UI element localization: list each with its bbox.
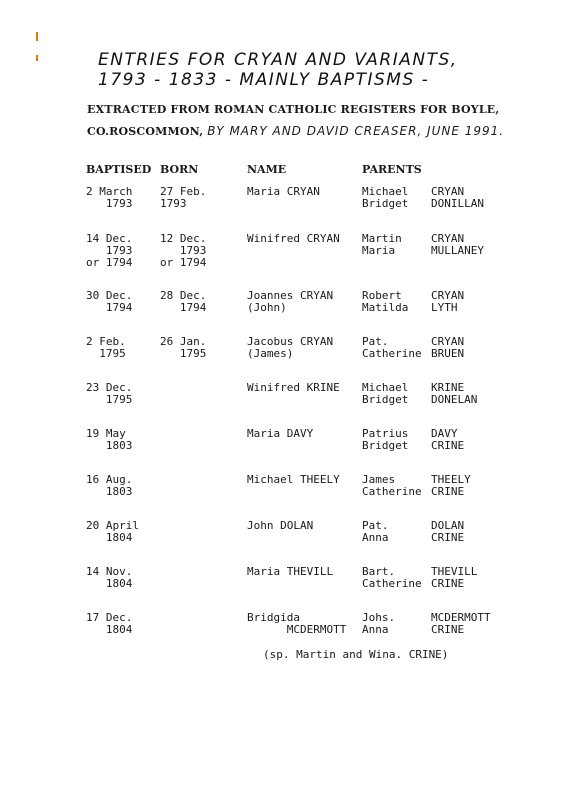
entry-name: John DOLAN [247, 519, 314, 532]
entry-born: 1793 [160, 197, 187, 210]
source-line-2 [87, 124, 504, 138]
entry-name: Maria CRYAN [247, 185, 320, 198]
entry-parent-last: CRINE [431, 439, 465, 452]
entry-parent-last: MCDERMOTT [431, 611, 491, 624]
entry-baptised: 14 Nov. [86, 565, 133, 578]
entry-name: Winifred KRINE [247, 381, 340, 394]
entry-parent-last: DONILLAN [431, 197, 484, 210]
header-baptised: BAPTISED [86, 163, 152, 176]
entry-parent-first: Johs. [362, 611, 396, 624]
sponsor-note: (sp. Martin and Wina. CRINE) [263, 648, 449, 661]
source-county: CO.ROSCOMMON, [87, 125, 204, 138]
entry-name: Bridgida [247, 611, 300, 624]
entry-parent-last: CRYAN [431, 185, 465, 198]
entry-name: Joannes CRYAN [247, 289, 334, 302]
entry-baptised: 1803 [86, 439, 133, 452]
entry-born: 26 Jan. [160, 335, 207, 348]
handwritten-credit: BY MARY AND DAVID CREASER, JUNE 1991. [207, 124, 505, 138]
entry-name: Michael THEELY [247, 473, 340, 486]
entry-born: or 1794 [160, 256, 207, 269]
source-line: EXTRACTED FROM ROMAN CATHOLIC REGISTERS FOR BOYLE, [87, 103, 500, 116]
entry-parent-last: THEVILL [431, 565, 478, 578]
entry-baptised: 16 Aug. [86, 473, 133, 486]
entry-parent-first: Patrius [362, 427, 409, 440]
entry-baptised: 1804 [86, 531, 133, 544]
entry-parent-first: Catherine [362, 485, 422, 498]
entry-parent-last: KRINE [431, 381, 465, 394]
entry-parent-last: CRYAN [431, 335, 465, 348]
entry-parent-first: Michael [362, 381, 409, 394]
entry-baptised: 1795 [86, 393, 133, 406]
entry-baptised: 1793 [86, 197, 133, 210]
entry-parent-first: Catherine [362, 577, 422, 590]
entry-born: 1795 [160, 347, 207, 360]
entry-parent-first: Martin [362, 232, 402, 245]
entry-parent-first: Maria [362, 244, 396, 257]
entry-parent-first: Anna [362, 623, 389, 636]
entry-baptised: 2 March [86, 185, 133, 198]
handwritten-title: ENTRIES FOR CRYAN AND VARIANTS, [98, 50, 458, 70]
entry-baptised: 1794 [86, 301, 133, 314]
entry-parent-first: Bridget [362, 197, 409, 210]
margin-mark [36, 55, 38, 61]
entry-parent-first: James [362, 473, 396, 486]
entry-parent-last: DOLAN [431, 519, 465, 532]
entry-parent-last: CRINE [431, 623, 465, 636]
entry-parent-last: CRYAN [431, 232, 465, 245]
entry-parent-first: Pat. [362, 335, 389, 348]
entry-baptised: 1804 [86, 577, 133, 590]
entry-born: 1793 [160, 244, 207, 257]
entry-name: Maria THEVILL [247, 565, 334, 578]
entry-baptised: 2 Feb. [86, 335, 126, 348]
entry-baptised: 14 Dec. [86, 232, 133, 245]
entry-baptised: or 1794 [86, 256, 133, 269]
entry-parent-last: CRYAN [431, 289, 465, 302]
entry-baptised: 1804 [86, 623, 133, 636]
entry-parent-first: Pat. [362, 519, 389, 532]
header-born: BORN [160, 163, 199, 176]
entry-name: (John) [247, 301, 287, 314]
entry-baptised: 20 April [86, 519, 139, 532]
entry-parent-last: BRUEN [431, 347, 465, 360]
entry-parent-first: Anna [362, 531, 389, 544]
entry-parent-last: MULLANEY [431, 244, 484, 257]
header-name: NAME [247, 163, 287, 176]
entry-parent-first: Bart. [362, 565, 396, 578]
margin-mark [36, 32, 38, 41]
entry-parent-first: Bridget [362, 439, 409, 452]
entry-parent-last: CRINE [431, 485, 465, 498]
entry-name: Maria DAVY [247, 427, 314, 440]
entry-name: Winifred CRYAN [247, 232, 340, 245]
entry-baptised: 30 Dec. [86, 289, 133, 302]
entry-parent-last: THEELY [431, 473, 471, 486]
entry-parent-first: Matilda [362, 301, 409, 314]
entry-parent-last: DAVY [431, 427, 458, 440]
entry-parent-last: CRINE [431, 577, 465, 590]
entry-parent-first: Bridget [362, 393, 409, 406]
entry-baptised: 1793 [86, 244, 133, 257]
entry-baptised: 23 Dec. [86, 381, 133, 394]
entry-name: MCDERMOTT [247, 623, 347, 636]
entry-name: (James) [247, 347, 294, 360]
entry-born: 28 Dec. [160, 289, 207, 302]
entry-baptised: 17 Dec. [86, 611, 133, 624]
header-parents: PARENTS [362, 163, 422, 176]
entry-baptised: 1795 [86, 347, 126, 360]
entry-born: 27 Feb. [160, 185, 207, 198]
entry-parent-first: Michael [362, 185, 409, 198]
entry-parent-last: LYTH [431, 301, 458, 314]
entry-parent-last: CRINE [431, 531, 465, 544]
entry-born: 1794 [160, 301, 207, 314]
entry-parent-first: Robert [362, 289, 402, 302]
entry-parent-last: DONELAN [431, 393, 478, 406]
entry-born: 12 Dec. [160, 232, 207, 245]
entry-parent-first: Catherine [362, 347, 422, 360]
entry-name: Jacobus CRYAN [247, 335, 334, 348]
handwritten-title-dates: 1793 - 1833 - MAINLY BAPTISMS - [98, 70, 430, 90]
entry-baptised: 1803 [86, 485, 133, 498]
entry-baptised: 19 May [86, 427, 126, 440]
